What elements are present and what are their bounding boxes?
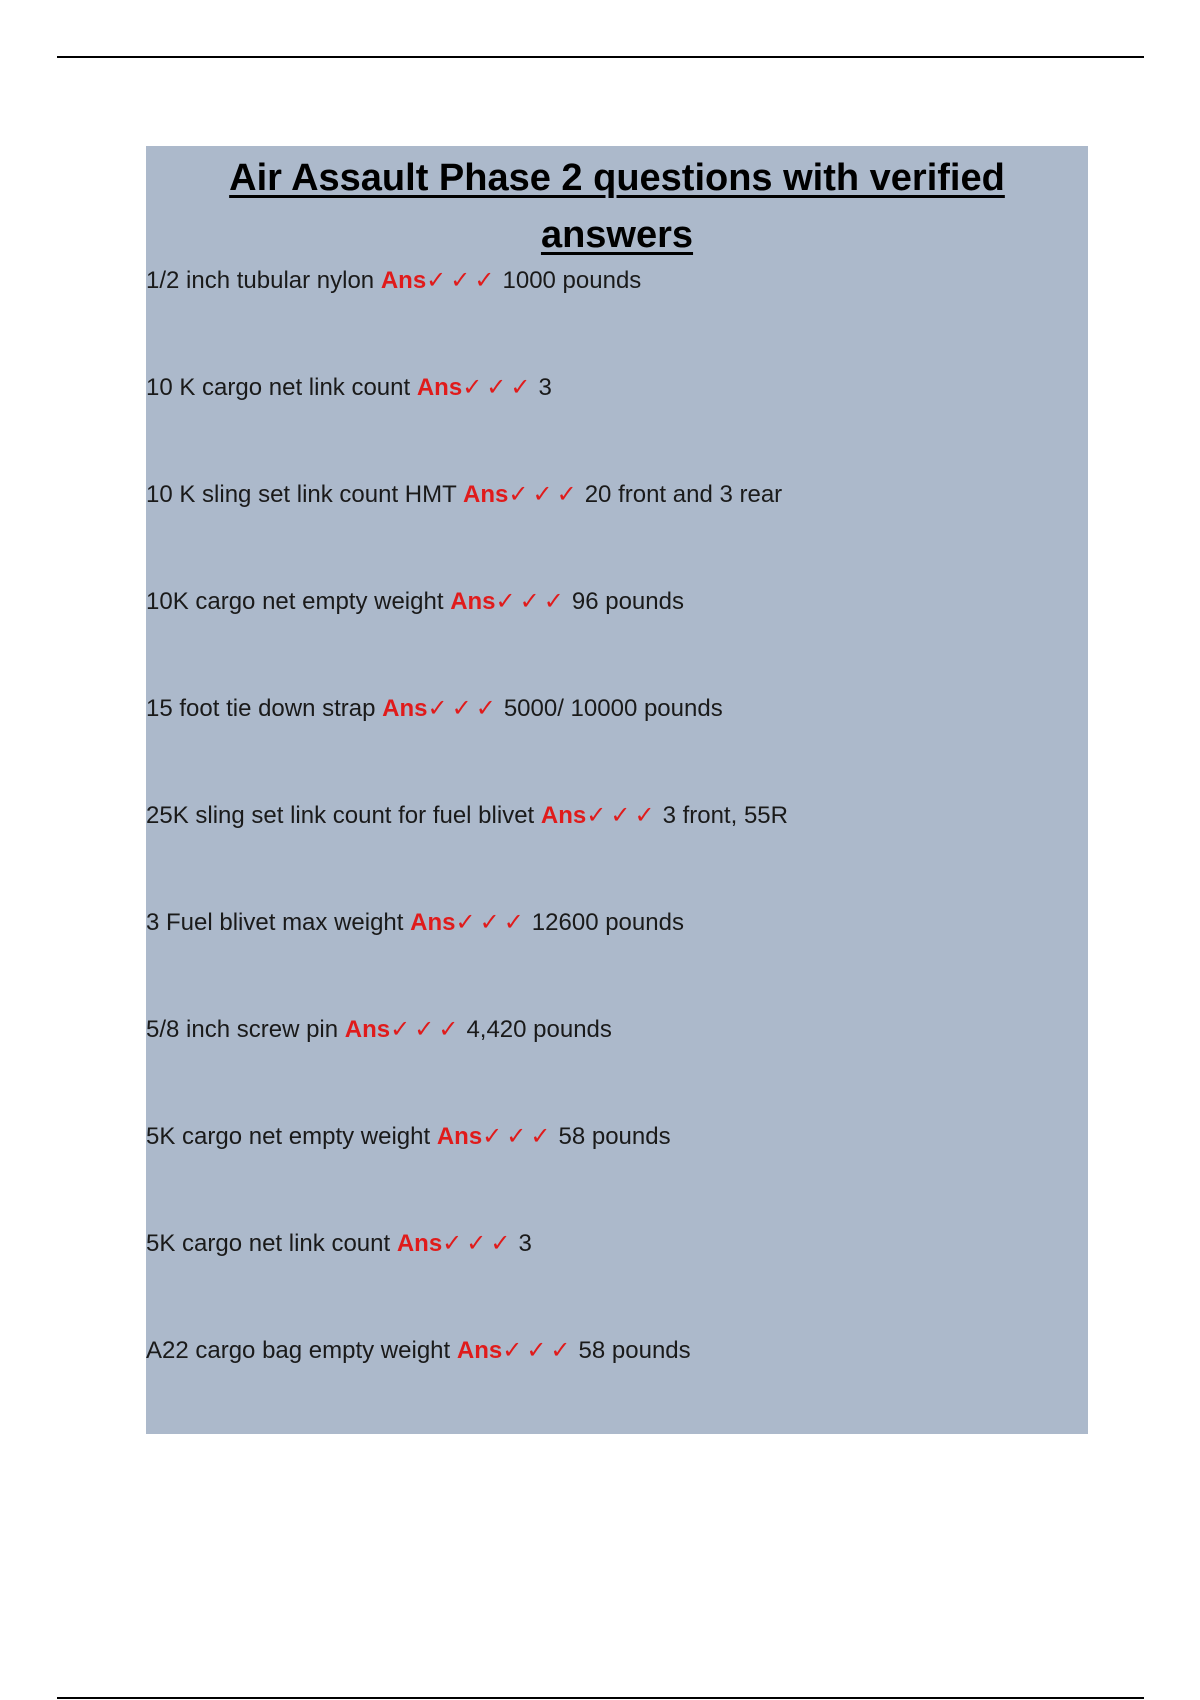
check-icon: ✓: [490, 1230, 511, 1257]
answer-text: 58 pounds: [558, 1123, 671, 1150]
question-text: 1/2 inch tubular nylon: [146, 267, 375, 294]
check-icon: ✓: [506, 1123, 527, 1150]
answer-text: 96 pounds: [571, 588, 684, 615]
question-text: 5K cargo net link count: [146, 1230, 391, 1257]
check-icon: ✓: [532, 481, 553, 508]
answer-text: 12600 pounds: [531, 909, 684, 936]
ans-tag: Ans: [436, 1123, 483, 1150]
check-icon: ✓: [475, 695, 496, 722]
answer-text: 58 pounds: [578, 1337, 691, 1364]
check-icon: ✓: [427, 695, 448, 722]
check-icon: ✓: [634, 802, 655, 829]
check-icon: ✓: [426, 267, 447, 294]
qa-item: [146, 589, 788, 696]
question-text: 10 K sling set link count HMT: [146, 481, 457, 508]
qa-item: [146, 375, 788, 482]
check-icon: ✓: [479, 909, 500, 936]
title-line-2: answers: [540, 214, 694, 256]
qa-item: [146, 268, 788, 375]
qa-item: [146, 910, 788, 1017]
title-line-1: Air Assault Phase 2 questions with verified: [229, 157, 1005, 199]
question-text: A22 cargo bag empty weight: [146, 1337, 451, 1364]
question-text: 5/8 inch screw pin: [146, 1016, 339, 1043]
document-title: [146, 146, 1088, 264]
check-icon: ✓: [390, 1016, 411, 1043]
answer-text: 3: [518, 1230, 532, 1257]
qa-item: [146, 803, 788, 910]
ans-tag: Ans: [416, 374, 463, 401]
question-text: 10K cargo net empty weight: [146, 588, 444, 615]
question-text: 5K cargo net empty weight: [146, 1123, 431, 1150]
check-icon: ✓: [530, 1123, 551, 1150]
ans-tag: Ans: [463, 481, 509, 508]
check-icon: ✓: [451, 695, 472, 722]
check-icon: ✓: [526, 1337, 547, 1364]
answer-text: 4,420 pounds: [466, 1016, 612, 1043]
qa-item: [146, 1231, 788, 1338]
check-icon: ✓: [503, 909, 524, 936]
question-text: 15 foot tie down strap: [146, 695, 376, 722]
check-icon: ✓: [482, 1123, 503, 1150]
ans-tag: Ans: [344, 1016, 391, 1043]
check-icon: ✓: [414, 1016, 435, 1043]
header-rule: [57, 56, 1144, 58]
footer-rule: [57, 1697, 1144, 1699]
qa-panel: [146, 146, 1088, 1434]
check-icon: ✓: [550, 1337, 571, 1364]
answer-text: 3: [538, 374, 552, 401]
check-icon: ✓: [438, 1016, 459, 1043]
check-icon: ✓: [486, 374, 507, 401]
check-icon: ✓: [610, 802, 631, 829]
check-icon: ✓: [556, 481, 577, 508]
check-icon: ✓: [519, 588, 540, 615]
answer-text: 5000/ 10000 pounds: [503, 695, 723, 722]
qa-item: [146, 482, 788, 589]
check-icon: ✓: [455, 909, 476, 936]
ans-tag: Ans: [540, 802, 587, 829]
ans-tag: Ans: [410, 909, 456, 936]
answer-text: 20 front and 3 rear: [584, 481, 783, 508]
check-icon: ✓: [466, 1230, 487, 1257]
check-icon: ✓: [586, 802, 607, 829]
qa-item: [146, 1017, 788, 1124]
check-icon: ✓: [474, 267, 495, 294]
qa-item: [146, 696, 788, 803]
check-icon: ✓: [462, 374, 483, 401]
answer-text: 1000 pounds: [502, 267, 642, 294]
check-icon: ✓: [495, 588, 516, 615]
ans-tag: Ans: [456, 1337, 503, 1364]
question-text: 10 K cargo net link count: [146, 374, 411, 401]
ans-tag: Ans: [382, 695, 428, 722]
check-icon: ✓: [510, 374, 531, 401]
question-text: 25K sling set link count for fuel blivet: [146, 802, 535, 829]
check-icon: ✓: [442, 1230, 463, 1257]
check-icon: ✓: [450, 267, 471, 294]
qa-item: [146, 1338, 788, 1445]
qa-list: [146, 268, 788, 1445]
check-icon: ✓: [508, 481, 529, 508]
qa-item: [146, 1124, 788, 1231]
check-icon: ✓: [543, 588, 564, 615]
question-text: 3 Fuel blivet max weight: [146, 909, 404, 936]
ans-tag: Ans: [450, 588, 496, 615]
ans-tag: Ans: [396, 1230, 443, 1257]
check-icon: ✓: [502, 1337, 523, 1364]
ans-tag: Ans: [380, 267, 427, 294]
answer-text: 3 front, 55R: [662, 802, 788, 829]
